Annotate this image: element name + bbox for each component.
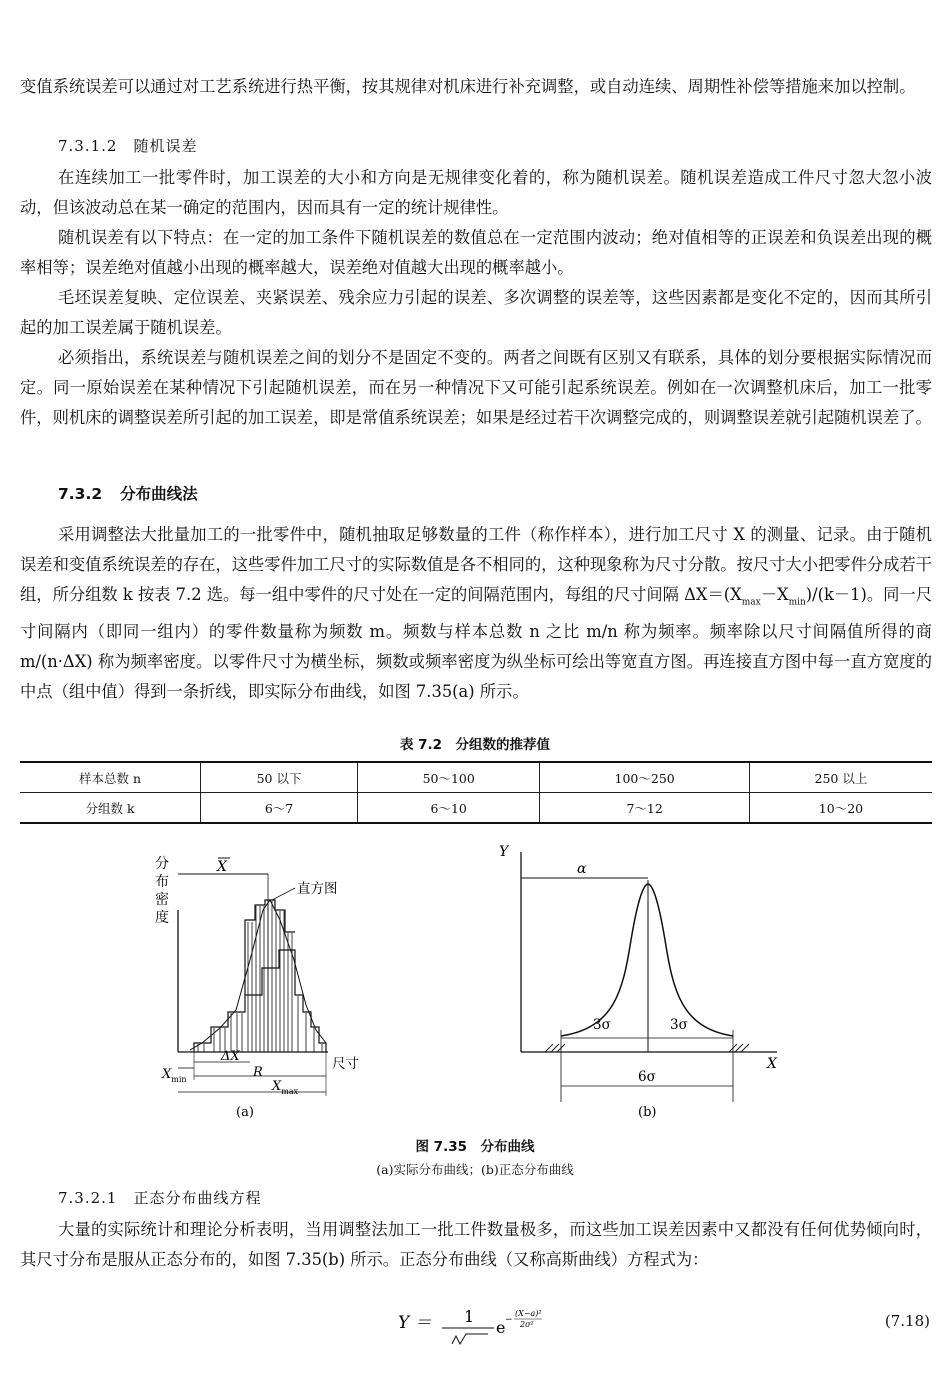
histogram-peak — [245, 900, 295, 995]
figure-subcaption: (a)实际分布曲线；(b)正态分布曲线 — [376, 1162, 574, 1177]
six-sigma-label: 6σ — [638, 1069, 656, 1085]
paragraph-random-error-traits: 随机误差有以下特点：在一定的加工条件下随机误差的数值总在一定范围内波动；绝对值相等的正误差和负误差出现的概率相等；误差绝对值越小出现的概率越大，误差绝对值越大出现的概率越小。 — [20, 228, 932, 277]
paragraph-random-error-sources: 毛坯误差复映、定位误差、夹紧误差、残余应力引起的误差、多次调整的误差等，这些因素都是变化不定的，因而其所引起的加工误差属于随机误差。 — [20, 288, 932, 337]
heading-title: 分布曲线法 — [120, 485, 198, 503]
text-part: －X — [760, 585, 789, 604]
eq-exp-denominator: 2σ² — [520, 1320, 534, 1329]
paragraph-variable-error: 变值系统误差可以通过对工艺系统进行热平衡，按其规律对机床进行补充调整，或自动连续、周期性补偿等措施来加以控制。 — [20, 77, 916, 96]
boundary-hatch — [545, 1044, 749, 1052]
table-cell: 250 以上 — [749, 762, 932, 793]
text-part: )/(k－1)。同一尺寸间隔内（即同一组内）的零件数量称为频数 m。频数与样本总数 n 之比 m/n 称为频率。频率除以尺寸间隔值所得的商 m/(n·ΔX) 称为频率密度。以零件尺寸为横坐标，频数或频率密度为纵坐标可绘出等宽直方图。再连接直方图中每一直方宽度的中点（组中值）得到一条折线，即实际分布曲线，如图 7.35(a) 所示。 — [20, 585, 932, 702]
y-label-char: 分 — [155, 856, 169, 872]
histogram-label: 直方图 — [297, 881, 338, 897]
three-sigma-left: 3σ — [593, 1017, 611, 1033]
xmin-label: $X_{min}$ — [162, 1067, 187, 1084]
table-cell: 6～10 — [358, 793, 540, 824]
paragraph-normal-distribution: 大量的实际统计和理论分析表明，当用调整法加工一批工件数量极多，而这些加工误差因素中又都没有任何优势倾向时，其尺寸分布是服从正态分布的，如图 7.35(b) 所示。正态分布曲线（又称高斯曲线）方程式为： — [20, 1220, 932, 1269]
heading-7-3-1-2: 7.3.1.2 随机误差 — [58, 137, 198, 155]
paragraph-error-classification: 必须指出，系统误差与随机误差之间的划分不是固定不变的。两者之间既有区别又有联系，具体的划分要根据实际情况而定。同一原始误差在某种情况下引起随机误差，而在另一种情况下又可能引起系统误差。例如在一次调整机床后，加工一批零件，则机床的调整误差所引起的加工误差，即是常值系统误差；如果是经过若干次调整完成的，则调整误差就引起随机误差了。 — [20, 348, 932, 427]
table-cell: 10～20 — [749, 793, 932, 824]
eq-numerator: 1 — [464, 1307, 475, 1326]
xbar-label: X — [217, 859, 227, 875]
figure-b-tag: (b) — [638, 1105, 657, 1120]
heading-7-3-2 — [58, 482, 198, 504]
histogram-hatching — [198, 901, 322, 1052]
y-label-char: 密 — [155, 892, 169, 908]
equation-7-18 — [398, 1300, 568, 1355]
subscript-min: min — [788, 597, 806, 608]
normal-curve — [561, 884, 733, 1036]
group-count-table — [20, 761, 932, 824]
text-part: 采用调整法大批量加工的一批零件中，随机抽取足够数量的工件（称作样本），进行加工尺寸 X 的测量、记录。由于随机误差和变值系统误差的存在，这些零件加工尺寸的实际数值是各不相同的，这种现象称为尺寸分散。按尺寸大小把零件分成若干组，所分组数 k 按表 7.2 选。每一组中零件的尺寸处在一定的间隔范围内，每组的尺寸间隔 ΔX＝(X — [20, 525, 932, 604]
table-cell: 分组数 k — [20, 793, 201, 824]
table-row — [20, 793, 932, 824]
x-axis-label: X — [767, 1056, 777, 1072]
eq-base: e — [496, 1318, 506, 1337]
heading-number: 7.3.2 — [58, 485, 103, 503]
y-label-char: 布 — [155, 874, 169, 890]
equation-number: (7.18) — [884, 1312, 930, 1330]
x-axis-label: 尺寸 — [332, 1056, 359, 1072]
histogram-leader — [272, 888, 295, 900]
xmax-label: $X_{max}$ — [272, 1079, 299, 1096]
figure-b-normal-curve — [495, 840, 795, 1125]
heading-7-3-2-1: 7.3.2.1 正态分布曲线方程 — [58, 1189, 262, 1207]
table-cell: 6～7 — [201, 793, 358, 824]
delta-x-label: ΔX — [221, 1049, 240, 1064]
eq-lhs: Y ＝ — [398, 1313, 432, 1333]
table-cell: 样本总数 n — [20, 762, 201, 793]
figure-caption: 图 7.35 分布曲线 — [415, 1139, 535, 1155]
table-cell: 50～100 — [358, 762, 540, 793]
figure-a-tag: (a) — [236, 1105, 254, 1120]
three-sigma-right: 3σ — [670, 1017, 688, 1033]
y-axis-label: Y — [499, 844, 509, 860]
range-label: R — [253, 1065, 263, 1080]
table-caption: 表 7.2 分组数的推荐值 — [399, 737, 551, 753]
equation-graphic — [398, 1300, 568, 1350]
figure-a-histogram — [150, 840, 390, 1125]
eq-exp-numerator: (X−a)² — [515, 1309, 542, 1318]
alpha-label: α — [577, 861, 587, 877]
paragraph-random-error-def: 在连续加工一批零件时，加工误差的大小和方向是无规律变化着的，称为随机误差。随机误差造成工件尺寸忽大忽小波动，但该波动总在某一确定的范围内，因而具有一定的统计规律性。 — [20, 168, 932, 217]
sqrt-sign — [452, 1334, 488, 1344]
y-label-char: 度 — [155, 910, 169, 926]
table-cell: 100～250 — [540, 762, 750, 793]
paragraph-distribution-method — [20, 520, 932, 707]
table-row — [20, 762, 932, 793]
table-cell: 50 以下 — [201, 762, 358, 793]
eq-exp-sign: − — [505, 1315, 513, 1325]
subscript-max: max — [741, 597, 761, 608]
table-cell: 7～12 — [540, 793, 750, 824]
